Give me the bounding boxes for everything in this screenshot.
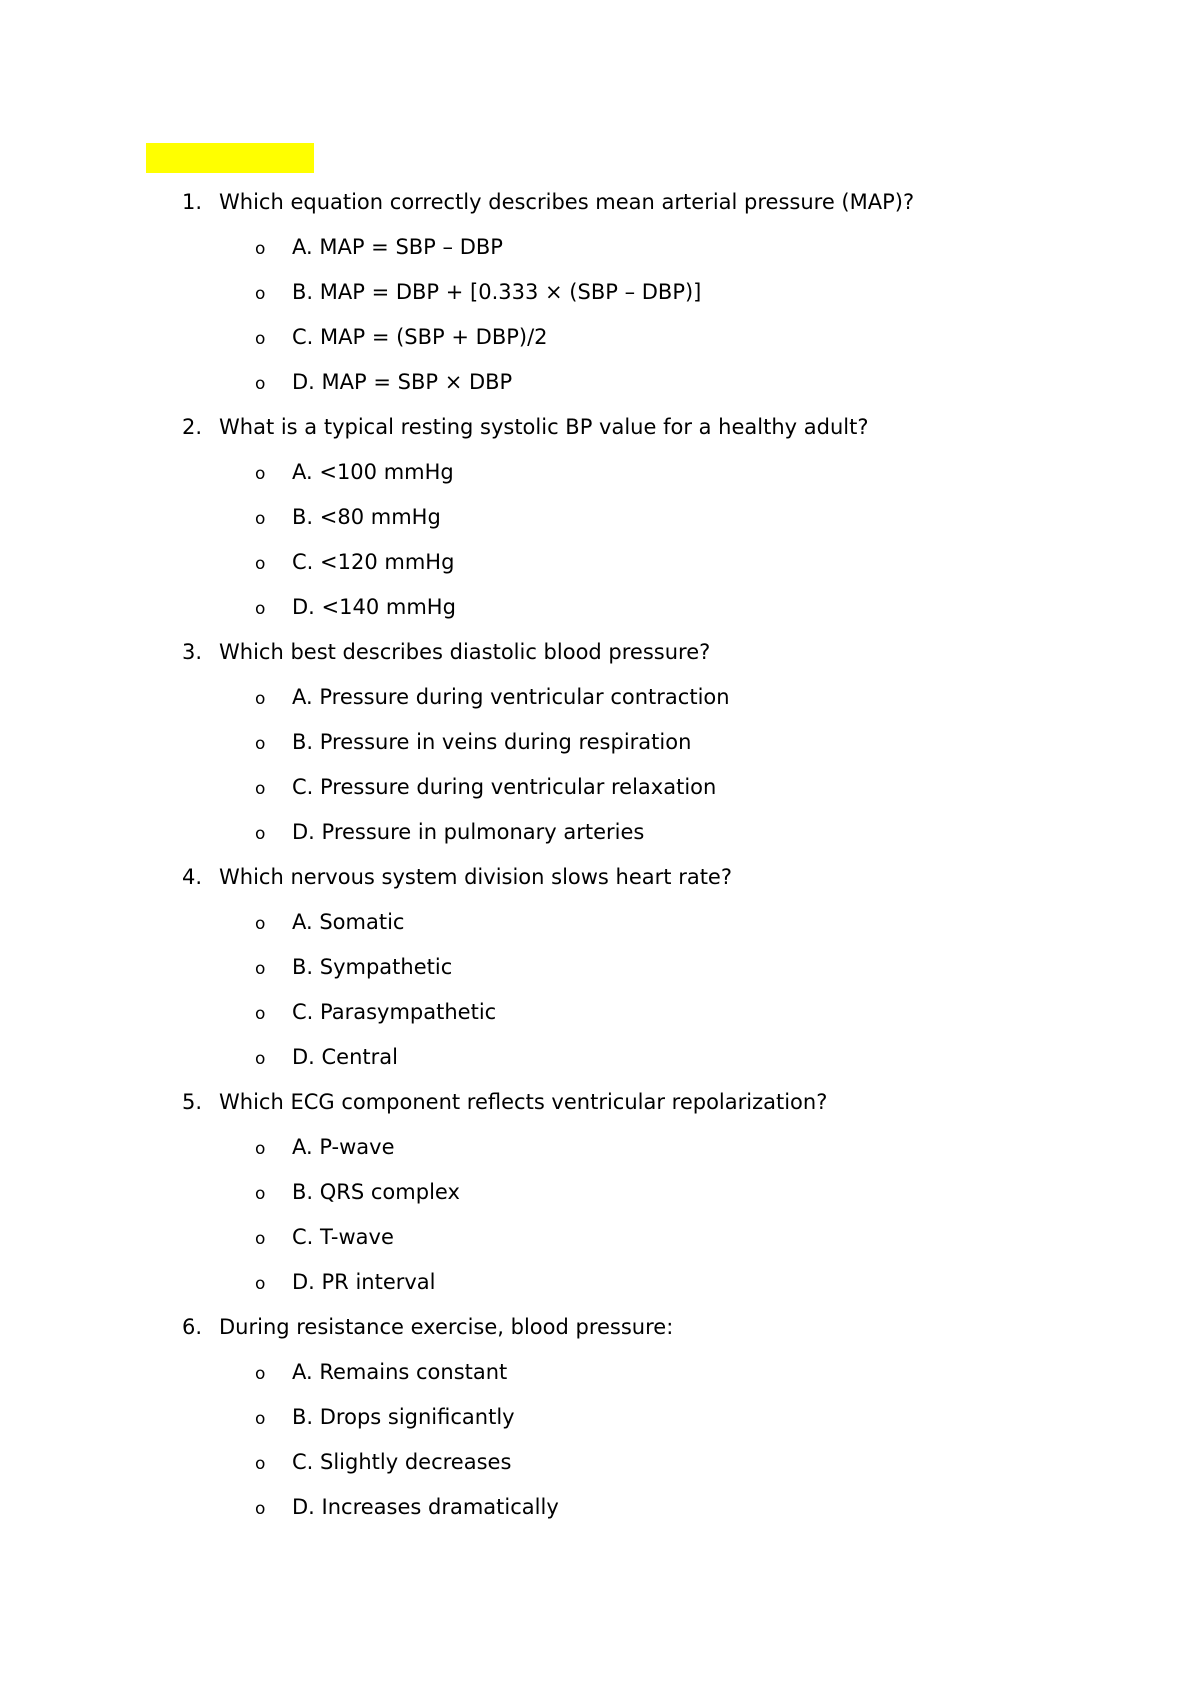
question-line: [0, 411, 1200, 456]
option-text: D. Increases dramatically: [292, 1495, 559, 1519]
bullet-circle-icon: o: [255, 734, 266, 754]
question-text: During resistance exercise, blood pressure:: [219, 1315, 674, 1339]
option-item: [0, 1491, 1200, 1536]
option-item: [0, 1401, 1200, 1446]
option-text: B. Sympathetic: [292, 955, 453, 979]
question-number: 5.: [182, 1090, 203, 1114]
bullet-circle-icon: o: [255, 959, 266, 979]
question-text: Which best describes diastolic blood pressure?: [219, 640, 711, 664]
question-6: [0, 1311, 1200, 1536]
bullet-circle-icon: o: [255, 1049, 266, 1069]
bullet-circle-icon: o: [255, 554, 266, 574]
option-item: [0, 1356, 1200, 1401]
option-text: C. T-wave: [292, 1225, 394, 1249]
bullet-circle-icon: o: [255, 239, 266, 259]
option-item: [0, 951, 1200, 996]
option-text: B. MAP = DBP + [0.333 × (SBP – DBP)]: [292, 280, 702, 304]
question-2: [0, 411, 1200, 636]
option-text: B. <80 mmHg: [292, 505, 441, 529]
question-4: [0, 861, 1200, 1086]
question-number: 1.: [182, 190, 203, 214]
bullet-circle-icon: o: [255, 1409, 266, 1429]
option-item: [0, 681, 1200, 726]
option-text: A. Somatic: [292, 910, 405, 934]
bullet-circle-icon: o: [255, 914, 266, 934]
bullet-circle-icon: o: [255, 689, 266, 709]
bullet-circle-icon: o: [255, 374, 266, 394]
option-item: [0, 456, 1200, 501]
bullet-circle-icon: o: [255, 1184, 266, 1204]
bullet-circle-icon: o: [255, 1004, 266, 1024]
bullet-circle-icon: o: [255, 509, 266, 529]
bullet-circle-icon: o: [255, 779, 266, 799]
question-text: Which ECG component reflects ventricular repolarization?: [219, 1090, 828, 1114]
question-line: [0, 1086, 1200, 1131]
question-list: [0, 186, 1200, 1536]
option-item: [0, 1131, 1200, 1176]
bullet-circle-icon: o: [255, 1274, 266, 1294]
option-item: [0, 816, 1200, 861]
bullet-circle-icon: o: [255, 284, 266, 304]
option-item: [0, 591, 1200, 636]
option-item: [0, 1266, 1200, 1311]
question-line: [0, 186, 1200, 231]
option-item: [0, 1221, 1200, 1266]
bullet-circle-icon: o: [255, 1364, 266, 1384]
option-item: [0, 1446, 1200, 1491]
option-item: [0, 771, 1200, 816]
option-text: D. Pressure in pulmonary arteries: [292, 820, 645, 844]
option-text: C. Slightly decreases: [292, 1450, 512, 1474]
option-text: A. Pressure during ventricular contraction: [292, 685, 730, 709]
question-text: What is a typical resting systolic BP value for a healthy adult?: [219, 415, 869, 439]
option-item: [0, 1041, 1200, 1086]
question-number: 3.: [182, 640, 203, 664]
bullet-circle-icon: o: [255, 1139, 266, 1159]
question-text: Which equation correctly describes mean arterial pressure (MAP)?: [219, 190, 915, 214]
option-item: [0, 996, 1200, 1041]
question-line: [0, 1311, 1200, 1356]
option-text: A. <100 mmHg: [292, 460, 454, 484]
bullet-circle-icon: o: [255, 464, 266, 484]
bullet-circle-icon: o: [255, 329, 266, 349]
option-text: C. MAP = (SBP + DBP)/2: [292, 325, 548, 349]
option-item: [0, 906, 1200, 951]
option-text: D. Central: [292, 1045, 398, 1069]
option-text: A. P-wave: [292, 1135, 395, 1159]
option-item: [0, 366, 1200, 411]
bullet-circle-icon: o: [255, 824, 266, 844]
option-text: C. Parasympathetic: [292, 1000, 497, 1024]
question-3: [0, 636, 1200, 861]
question-number: 2.: [182, 415, 203, 439]
option-item: [0, 231, 1200, 276]
option-item: [0, 321, 1200, 366]
highlight-bar: [146, 143, 314, 173]
question-5: [0, 1086, 1200, 1311]
option-item: [0, 276, 1200, 321]
question-number: 4.: [182, 865, 203, 889]
option-item: [0, 1176, 1200, 1221]
question-line: [0, 636, 1200, 681]
bullet-circle-icon: o: [255, 599, 266, 619]
option-text: D. MAP = SBP × DBP: [292, 370, 513, 394]
option-text: B. Drops significantly: [292, 1405, 515, 1429]
option-text: C. Pressure during ventricular relaxation: [292, 775, 717, 799]
option-item: [0, 501, 1200, 546]
bullet-circle-icon: o: [255, 1229, 266, 1249]
question-text: Which nervous system division slows heart rate?: [219, 865, 732, 889]
option-text: D. <140 mmHg: [292, 595, 456, 619]
bullet-circle-icon: o: [255, 1454, 266, 1474]
option-text: D. PR interval: [292, 1270, 436, 1294]
question-number: 6.: [182, 1315, 203, 1339]
option-text: B. Pressure in veins during respiration: [292, 730, 692, 754]
option-text: C. <120 mmHg: [292, 550, 455, 574]
option-item: [0, 726, 1200, 771]
option-text: B. QRS complex: [292, 1180, 460, 1204]
option-item: [0, 546, 1200, 591]
question-1: [0, 186, 1200, 411]
question-line: [0, 861, 1200, 906]
option-text: A. MAP = SBP – DBP: [292, 235, 503, 259]
bullet-circle-icon: o: [255, 1499, 266, 1519]
option-text: A. Remains constant: [292, 1360, 508, 1384]
